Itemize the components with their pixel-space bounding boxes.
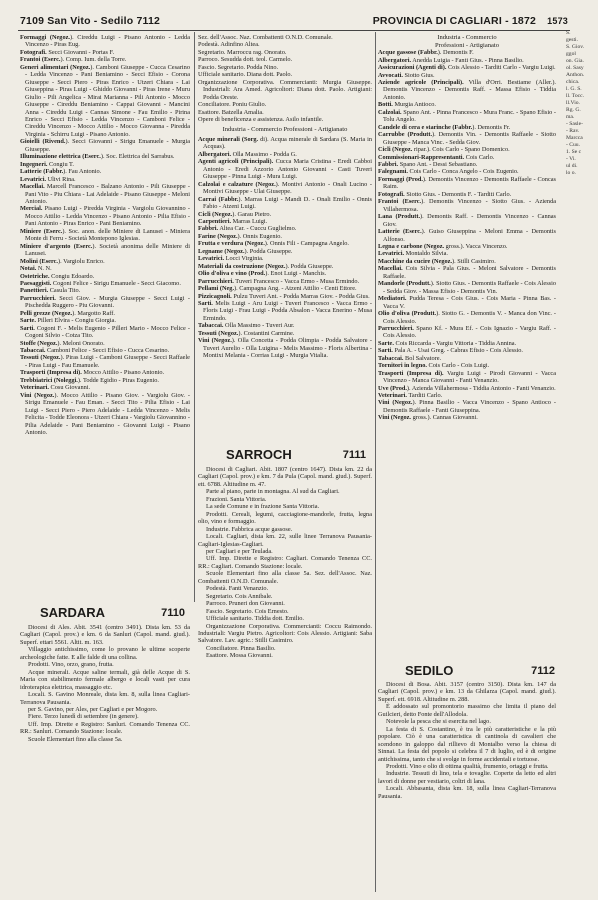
sedilo-paragraph: Industrie. Tessuti di lino, tela e tovaglie. Coperte da letto ed altri lavori di donne per vestiario, coltri di lana. — [378, 770, 556, 785]
edge-fragment: ggol — [566, 51, 576, 57]
directory-entry: Sarti. Pala A. - Usai Greg. - Cabras Efisio - Cois Alessio. — [378, 347, 523, 355]
entry-category: Illuminazione elettrica (Eserc. — [20, 153, 101, 161]
entry-category: Materiali da costruzione (Negoz. — [198, 262, 286, 270]
sardara-paragraph: Villaggio antichissimo, come lo provano le ultime scoperte archeologiche fatte. E alle falde di una collina. — [20, 646, 190, 661]
sardara-paragraph: per S. Gavino, per Ales, per Cagliari e per Mogoro. — [28, 705, 158, 713]
entry-category: Tabaccai. — [20, 347, 46, 355]
entry-category: Vini (Negoz. — [20, 391, 55, 399]
entry-category: Farine (Negoz. — [198, 232, 238, 240]
entry-category: Generi alimentari (Negoz. — [20, 63, 91, 71]
directory-entry: Fabbri. Spano Ant. - Dessi Sebastiano. — [378, 160, 478, 168]
sarroch-heading — [226, 447, 366, 462]
directory-entry: Conciliatore. Poniu Giulio. — [198, 101, 267, 109]
entry-category: Tabaccai. — [198, 322, 224, 330]
entry-category: Legname (Negoz. — [198, 247, 245, 255]
directory-entry: Trasporti (Impresa di). Vargiu Luigi - Pirodi Giovanni - Vacca Vincenzo - Manca Giovanni - Fanti Venanzio. — [378, 369, 556, 385]
directory-entry: Opere di beneficenza e assistenza. Asilo infantile. — [198, 115, 324, 123]
directory-entry: Panettieri. Casula Tito. — [20, 287, 81, 295]
column-2-listing — [198, 34, 372, 454]
sedilo-paragraph: La festa di S. Costantino, è tra le più caratteristiche e la più popolare. Ciò è una caratteristica di cantinola di cavalieri che scendono in galoppo dal rillievo di Montalbo verso la chiesa di Sinnai. La festa del popolo si celebra il 7 di luglio, ed è di origine antichissima, tanto che si svolge in forme accidentali e tortuose. — [378, 725, 556, 763]
entry-category: Sarti. — [378, 347, 393, 355]
sarroch-paragraph: Prodotti. Cereali, legumi, cacciagione-mandorle, frutta, legna olio, vino e formaggio. — [198, 510, 372, 526]
directory-entry: Vini (Negoz. gross.). Cannas Giovanni. — [378, 414, 478, 422]
edge-fragment: 1. Se c — [566, 149, 582, 155]
entry-category: Frutta e verdura (Negoz. — [198, 240, 265, 248]
entry-category: Vini (Negoz. — [378, 399, 413, 407]
entry-category: Uve (Prod. — [378, 384, 407, 392]
directory-entry: Segretario. Marroccu rag. Onorato. — [198, 48, 287, 56]
edge-fragment: ll. Tocc. — [566, 93, 584, 99]
sarroch-text — [198, 466, 372, 896]
sarroch-paragraph: La sede Comune e in frazione Santa Vittoria. — [206, 503, 320, 511]
sardara-paragraph: Scuole Elementari fino alla classe 5a. — [28, 735, 123, 743]
edge-fragment: - Cuu. — [566, 142, 580, 148]
entry-category: Macellai. — [20, 183, 45, 191]
col2-section-title: Industria - Commercio Professioni - Artigianato — [222, 126, 348, 134]
directory-entry: Parrucchieri. Tuveri Francesco - Vacca Ermo - Musa Ermindo. — [198, 277, 360, 285]
directory-entry: Vini (Negoz.). Mocco Attilio - Pisano Giov. - Vargiolu Giov. - Sirigu Emanuele - Fau Eman. - Secci Tito - Pilia Efisio - Lai Luigi - Secci Piero - Piero Adelaide - Ledda Vincenzo - Melis Felicita - Todde Eleonora - Utzeri Chiara - Vargiolu Giovannino - Pilia Adelaide - Pani Beniamino - Giovanni Luigi - Pisano Antonio. — [20, 391, 190, 437]
sardara-paragraph: Fiere. Terzo lunedì di settembre (in genere). — [28, 713, 139, 721]
directory-entry: Sarti. Melis Luigi - Aru Luigi - Tuveri Francesco - Vacca Ermo - Floris Luigi - Frau Luigi - Podda Absalon - Vacca Enerino - Musa Ermindo. — [198, 300, 372, 322]
directory-entry: Generi alimentari (Negoz.). Camboni Giuseppe - Cucca Cesarino - Ledda Vincenzo - Pani Beniamino - Secci Efisio - Corona Giuseppe - Secci Piero - Piras Enrico - Utzeri Chiara - Lai Giuseppina - Piras Luigi - Ghiddo Giovanni - Piras Irene - Muru Giulio - Pili Angelica - Mirai Marianna - Pili Antonio - Mocco Giuseppe - Cireddu Beniamino - Cappai Giovanni - Mancini Anna - Cireddu Luigi - Cannas Simone - Fau Emilio - Pirina Enrico - Secci Efisio - Ledda Vincenzo - Camboni Felice - Cireddu Vincenzo - Mocco Attilio - Mocco Giovanna - Piredda Virginia - Schirru Luigi - Pisano Antonio. — [20, 63, 190, 138]
directory-entry: Podestà. Adinfino Altea. — [198, 41, 260, 49]
directory-entry: Commissionari-Rappresentanti. Cois Carlo. — [378, 153, 495, 161]
entry-category: Pellami (Neg. — [198, 285, 235, 293]
column-divider-2 — [375, 32, 376, 892]
col3-section-title: Industria - Commercio — [437, 34, 497, 41]
edge-fragment: - Vi. — [566, 156, 576, 162]
directory-entry: Esattore. Batzella Amalia. — [198, 108, 264, 116]
directory-entry: Trasporti (Impresa di). Mocco Attilio - Pisano Antonio. — [20, 369, 165, 377]
sedilo-code: 7112 — [531, 664, 555, 677]
entry-category: Latterie (Fabbr. — [20, 168, 64, 176]
sarroch-paragraph: Frazioni. Santa Vittoria. — [206, 495, 267, 503]
entry-category: Tessuti (Negoz. — [198, 329, 239, 337]
sarroch-businesses — [378, 49, 556, 422]
sarroch-paragraph: Scuole Elementari fino alla classe 5a. Sez. dell'Assoc. Naz. Combattenti O.N.D. Comunale. — [198, 570, 372, 585]
directory-entry: Paesaggisti. Cogoni Felice - Sirigu Emanuele - Secci Giacomo. — [20, 279, 181, 287]
directory-entry: Molini (Eserc.). Vargiolu Enrico. — [20, 257, 105, 265]
sardara-code: 7110 — [161, 606, 185, 619]
edge-fragment: ul di. — [566, 163, 578, 169]
directory-entry: Latterie (Fabbr.). Fau Antonio. — [20, 168, 102, 176]
entry-category: Calzolai. — [378, 108, 402, 116]
entry-category: Veterinari. — [378, 392, 407, 400]
directory-entry: Legna e carbone (Negoz. gross.). Vacca Vincenzo. — [378, 242, 508, 250]
entry-category: Panettieri. — [20, 287, 49, 295]
directory-entry: Olio d'oliva e vino (Prod.). Enot Luigi - Manchis. — [198, 270, 327, 278]
entry-category: Agenti agricoli (Principali). — [198, 158, 274, 166]
directory-entry: Aziende agricole (Principali). Villa d'Orri. Bestiame (Aller.). Demontis Vincenzo - Demontis Raff. - Massa Efisio - Tiddia Antonio. — [378, 79, 556, 101]
entry-category: Parrucchieri. — [198, 277, 234, 285]
directory-entry: Vini (Negoz.). Pinna Basilio - Vacca Vincenzo - Spano Antioco - Demontis Raffaele - Fanti Giuseppina. — [378, 399, 556, 414]
sardara-businesses — [198, 136, 372, 360]
directory-entry: Acque gassose (Fabbr.). Demontis F. — [378, 49, 474, 57]
directory-entry: Macellai. Cois Silvia - Pala Gius. - Meloni Salvatore - Demontis Raffaele. — [378, 265, 556, 280]
entry-category: Legna e carbone (Negoz. — [378, 242, 445, 250]
entry-category: Mandorle (Produtt. — [378, 280, 431, 288]
edge-fragment: on. Gia. — [566, 58, 584, 64]
sardara-paragraph: Acque minerali. Acque saline termali, già delle Acque di S. Maria con stabilimento fermale albergo e locali vasti per cura idroterapica elettrica, massaggio etc. — [20, 668, 190, 691]
entry-category: Cicli (Negoz. — [378, 146, 413, 154]
directory-entry: Candele di cera e starinche (Fabbr.). Demontis Fr. — [378, 123, 511, 131]
sardara-officials — [198, 34, 372, 123]
directory-entry: Tessuti (Negoz.). Costantini Carmine. — [198, 329, 295, 337]
entry-category: Candele di cera e starinche (Fabbr. — [378, 123, 473, 131]
directory-entry: Tabaccai. Camboni Felice - Secci Efisio - Cucca Cesarino. — [20, 347, 170, 355]
directory-entry: Calzolai. Spano Ant. - Pinna Francesco - Mura Franc. - Spano Efisio - Tolu Angelo. — [378, 108, 556, 124]
column-1-listing — [20, 34, 190, 599]
directory-entry: Agenti agricoli (Principali). Cucca Maria Cristina - Eredi Cabboi Antonio - Eredi Azzorio Antonio Giovanni - Casti Tuveri Giuseppe - Pinna Luigi - Mura Luigi. — [198, 158, 372, 181]
sarroch-paragraph: Conciliatore. Pinna Basilio. — [206, 644, 276, 652]
entry-category: Trasporti (Impresa di). — [20, 369, 82, 377]
entry-category: Ingegneri. — [20, 160, 48, 168]
entry-category: Vini (Negoz. — [198, 337, 232, 345]
entry-category: Tabaccai. — [378, 354, 404, 362]
entry-category: Trebbiatrici (Noleggi. — [20, 376, 78, 384]
directory-entry: Frantoi (Eserc.). Demontis Vincenzo - Siotto Gius. - Azienda Villahermosa. — [378, 198, 556, 213]
col3-section-title: Professioni - Artigianato — [435, 41, 499, 49]
entry-category: Parrucchieri. — [20, 294, 56, 302]
sedilo-heading — [405, 663, 555, 678]
directory-entry: Pellami (Neg.). Campagna Ang. - Atzeni Attilio - Centi Ettore. — [198, 285, 357, 293]
sedilo-text — [378, 681, 556, 896]
page-header — [20, 14, 568, 28]
entry-category: Cicli (Negoz. — [198, 210, 233, 218]
directory-entry: Parrucchieri. Spano Kf. - Mura Ef. - Cois Ignazio - Vargiu Raff. - Cois Alessio. — [378, 324, 556, 340]
sarroch-paragraph: Organizzazione Corporativa. Commercianti: Coccu Raimondo. Industriali: Vargiu Pietro. Agricoltori: Cois Alessio. Artigiani: Saba Salvatore. Lav. agric.: Stilli Casimiro. — [198, 622, 372, 645]
directory-entry: Organizzazione Corporativa. Commercianti: Murgia Giuseppe. Industriali: Ara Amed. Agricoltori: Diana dott. Paolo. Artigiani: Podda Oreste. — [198, 78, 372, 101]
directory-entry: Acque minerali (Sorg. di). Acqua minerale di Sardara (S. Maria in Acquas). — [198, 136, 372, 151]
edge-fragment: Marcca — [566, 135, 583, 141]
entry-category: Molini (Eserc. — [20, 257, 59, 265]
directory-entry: Miniere (Eserc.). Soc. anon. delle Miniere di Lanusei - Miniera Monte di Ferru - Società Montepono Iglesias. — [20, 227, 190, 243]
directory-entry: Formaggi (Prod.). Demontis Vincenzo - Demontis Raffaele - Concas Raim. — [378, 175, 556, 191]
directory-entry: Carrai (Fabbr.). Marras Luigi - Mandi D. - Onali Emilio - Onnis Fabio - Atzeni Luigi. — [198, 195, 372, 211]
sedilo-paragraph: Diocesi di Bosa. Abit. 3157 (centro 3150). Dista km. 147 da Cagliari (Capol. prov.) e km. 13 da Ghilarza (Capol. mand. giud.). Superf. ett. 6918. Altitudine m. 288. — [378, 681, 556, 703]
sardara-paragraph: Prodotti. Vino, orzo, grano, frutta. — [28, 661, 114, 669]
adjacent-page-edge — [566, 30, 598, 210]
entry-category: Lana (Produtt. — [378, 213, 421, 221]
entry-category: Tornitori in legno. — [378, 362, 427, 370]
directory-entry: Fotografi. Siotto Gius. - Demontis F. - Tarditi Carlo. — [378, 190, 512, 198]
directory-entry: Mandorle (Produtt.). Siotto Gius. - Demontis Raffaele - Cois Alessio - Sedda Giov. - Massa Efisio - Demontis Vin. — [378, 280, 556, 295]
entry-category: Veterinari. — [20, 384, 49, 392]
directory-entry: Sez. dell'Assoc. Naz. Combattenti O.N.D. Comunale. — [198, 34, 333, 41]
directory-entry: Frutta e verdura (Negoz.). Onnis Fili - Campagna Angelo. — [198, 240, 349, 248]
directory-entry: Notai. N. N. — [20, 265, 52, 273]
entry-category: Fotografi. — [378, 190, 405, 198]
header-rule — [18, 30, 570, 31]
column-divider-1 — [194, 32, 195, 602]
entry-category: Sarte. — [378, 339, 394, 347]
sardara-paragraph: Locali. S. Gavino Monreale, dista km. 8, sulla linea Cagliari-Terranova Pausania. — [20, 691, 190, 706]
entry-category: Gioielli (Rivend. — [20, 138, 66, 146]
entry-category: Levatrici. — [198, 255, 225, 263]
directory-entry: Sarte. Pilleri Elvira - Congiu Giorgia. — [20, 317, 116, 325]
sarroch-name: SARROCH — [226, 447, 292, 462]
entry-category: Parrucchieri. — [378, 324, 414, 332]
column-3-listing — [378, 34, 556, 664]
edge-fragment: - Rav. — [566, 128, 580, 134]
entry-category: Miniere (Eserc. — [20, 227, 63, 235]
sarroch-paragraph: Parte al piano, parte in montagna. Al sud da Cagliari. — [206, 488, 340, 496]
entry-category: Falegnami. — [378, 168, 408, 176]
directory-entry: Macellai. Marcell Francesco - Balzano Antonio - Pili Giuseppe - Pani Vito - Piu Chiara - Lai Adelaide - Pisano Giuseppe - Meloni Antonio. — [20, 183, 190, 205]
directory-entry: Fascio. Segretario. Podda Nino. — [198, 63, 279, 71]
directory-entry: Levatrici. Ulivi Rina. — [20, 175, 76, 183]
entry-category: Fabbri. — [378, 160, 399, 168]
edge-fragment: S. Giov. — [566, 44, 585, 50]
header-corner: 1573 — [547, 16, 568, 26]
sardara-text — [20, 624, 190, 894]
directory-entry: Mediatori. Pudda Teresa - Cois Gius. - Cois Maria - Pinna Bas. - Vacca V. — [378, 295, 556, 310]
sarroch-paragraph: Locali. Cagliari, dista km. 22, sulle linee Terranova Pausania-Cagliari-Iglesias-Cagliari. — [198, 533, 372, 548]
directory-entry: Assicurazioni (Agenti di). Cois Alessio - Tarditi Carlo - Vargiu Luigi. — [378, 64, 556, 72]
directory-entry: Vini (Negoz.). Olla Concetta - Podda Olimpia - Podda Salvatore - Tuveri Aurelio - Olla Luigina - Melis Massimo - Floris Albertina - Montixi Melania - Corrias Luigi - Murgia Vitalia. — [198, 337, 372, 360]
directory-entry: Sarti. Cogoni F. - Melis Eugenio - Pilleri Mario - Mocco Felice - Cogoni Silvio - Cotza Tito. — [20, 324, 190, 340]
sarroch-paragraph: per Cagliari e per Teulada. — [206, 547, 273, 555]
sarroch-code: 7111 — [342, 448, 366, 461]
edge-fragment: gesti. — [566, 37, 578, 43]
entry-category: Macellai. — [378, 265, 403, 273]
directory-entry: Albergatori. Anedda Luigia - Fanti Gius. - Pinna Basilio. — [378, 56, 524, 64]
entry-category: Carrai (Fabbr. — [198, 195, 239, 203]
entry-category: Carpentieri. — [198, 218, 232, 226]
sarroch-paragraph: Podestà. Fanti Venanzio. — [206, 585, 269, 593]
edge-fragment: l. G. S. — [566, 86, 582, 92]
entry-category: Paesaggisti. — [20, 279, 52, 287]
directory-entry: Ingegneri. Congiu T. — [20, 160, 74, 168]
sarroch-paragraph: Fascio. Segretario. Cois Ernesto. — [206, 607, 289, 615]
sarroch-section-title — [378, 34, 556, 49]
directory-entry: Gioielli (Rivend.). Secci Giovanni - Sirigu Emanuele - Murgia Giuseppe. — [20, 138, 190, 153]
sarroch-paragraph: Esattore. Mossa Giovanni. — [206, 652, 273, 660]
edge-fragment: S. — [566, 30, 571, 36]
entry-category: Frantoi (Eserc. — [378, 198, 422, 206]
entry-category: Stoffe (Negoz. — [20, 339, 58, 347]
directory-entry: Tessuti (Negoz.). Piras Luigi - Camboni Giuseppe - Secci Raffaele - Piras Luigi - Fau Emanuele. — [20, 354, 190, 369]
entry-category: Tessuti (Negoz. — [20, 354, 61, 362]
edge-fragment: ll.Vio. — [566, 100, 580, 106]
directory-entry: Trebbiatrici (Noleggi.). Todde Egidio - Piras Eugenio. — [20, 376, 159, 384]
entry-category: Olio d'oliva e vino (Prod. — [198, 270, 266, 278]
entry-category: Sarti. — [198, 300, 213, 307]
entry-category: Latterie (Eserc. — [378, 228, 422, 236]
entry-category: Commissionari-Rappresentanti. — [378, 153, 465, 161]
entry-category: Levatrici. — [378, 250, 405, 258]
sedilo-paragraph: Prodotti. Vino e olio di ottima qualità, frumento, ortaggi e frutta. — [386, 762, 549, 770]
header-province: PROVINCIA DI CAGLIARI - 1872 — [372, 15, 537, 27]
entry-category: Aziende agricole (Principali). — [378, 79, 464, 86]
directory-entry: Cicli (Negoz. ripar.). Cois Carlo - Spano Domenico. — [378, 146, 510, 154]
directory-entry: Veterinari. Cosu Giovanni. — [20, 384, 91, 392]
entry-category: Botti. — [378, 101, 393, 109]
sardara-paragraph: Uff. Imp. Dirette e Registro: Sanluri. Comando Tenenza CC. RR.: Sanluri. Comando Stazione: locale. — [20, 720, 190, 736]
entry-category: Calzolai e calzature (Negoz. — [198, 180, 276, 188]
entry-category: Fabbri. — [198, 225, 219, 233]
directory-entry: Ufficiale sanitario. Diana dott. Paolo. — [198, 71, 293, 79]
sardara-heading — [40, 605, 185, 620]
sedilo-name: SEDILO — [405, 663, 454, 678]
directory-entry: Ostetriche. Congiu Edoardo. — [20, 272, 95, 280]
entry-category: Albergatori. — [198, 150, 232, 158]
directory-entry: Pizzicagnoli. Pulzu Tuveri Ant. - Podda Marras Giov. - Podda Gius. — [198, 292, 370, 300]
directory-entry: Tabaccai. Bol Salvatore. — [378, 354, 442, 362]
sarroch-paragraph: Ufficiale sanitario. Tiddia dott. Emilio. — [206, 615, 305, 623]
edge-fragment: chica. — [566, 79, 580, 85]
sarroch-paragraph: Uff. Imp. Dirette e Registro: Cagliari. Comando Tenenza CC. RR.: Cagliari. Comando Stazione: locale. — [198, 555, 372, 570]
entry-category: Levatrici. — [20, 175, 47, 183]
directory-entry: Carrubbe (Produtt.). Demontis Vin. - Demontis Raffaele - Siotto Giuseppe - Manca Vinc. - Sedda Giov. — [378, 131, 556, 146]
directory-entry: Formaggi (Negoz.). Cireddu Luigi - Pisano Antonio - Ledda Vincenzo - Piras Eug. — [20, 34, 190, 49]
sarroch-paragraph: Industrie. Fabbrica acque gassose. — [206, 525, 293, 533]
sardara-name: SARDARA — [40, 605, 105, 620]
sedilo-paragraph: Notevole la pesca che si esercita nel lago. — [386, 718, 491, 726]
entry-category: Trasporti (Impresa di). — [378, 369, 444, 377]
entry-category: Sarti. — [20, 324, 35, 332]
directory-entry: Veterinari. Tarditi Carlo. — [378, 392, 443, 400]
directory-entry: Sarte. Cois Riccarda - Vargiu Vittoria - Tiddia Annina. — [378, 339, 517, 347]
edge-fragment: - Sasle- — [566, 121, 583, 127]
sedilo-paragraph: È addossato sul promontorio massimo che limita il piano del Guilcieri, detto Fonte dell'Allodola. — [378, 703, 556, 718]
entry-category: Miniere d'argento (Eserc. — [20, 242, 93, 250]
directory-entry: Miniere d'argento (Eserc.). Società anonima delle Miniere di Lanusei. — [20, 242, 190, 258]
directory-entry: Tornitori in legno. Cois Carlo - Cois Luigi. — [378, 362, 490, 370]
entry-category: Formaggi (Prod. — [378, 175, 423, 183]
directory-entry: Olio d'oliva (Produtt.). Siotto G. - Demontis V. - Manca don Vinc. - Cois Alessio. — [378, 310, 556, 325]
directory-entry: Parrucchieri. Secci Giov. - Murgia Giuseppe - Secci Luigi - Pischedda Ruggero - Piu Giovanni. — [20, 294, 190, 310]
entry-category: Acque minerali (Sorg. — [198, 136, 259, 144]
entry-category: Albergatori. — [378, 56, 412, 64]
entry-category: Sarte. — [20, 317, 36, 325]
entry-category: Macchine da cucire (Negoz. — [378, 257, 453, 265]
sarroch-paragraph: Diocesi di Cagliari. Abit. 1807 (centro 1647). Dista km. 22 da Cagliari (Capol. prov.) e km. 7 da Pula (Capol. mand. giud.). Superf. ett. 6788. Altitudine m. 47. — [198, 466, 372, 488]
directory-entry: Carpentieri. Marras Luigi. — [198, 218, 268, 226]
directory-entry: Falegnami. Cois Carlo - Conca Angelo - Cois Eugenio. — [378, 168, 519, 176]
directory-entry: Uve (Prod.). Azienda Villahermosa - Tiddia Antonio - Fanti Venanzio. — [378, 384, 556, 392]
directory-entry: Lana (Produtt.). Demontis Raff. - Demontis Vincenzo - Cannas Giov. — [378, 213, 556, 228]
entry-category: Vini (Negoz. — [378, 414, 411, 422]
header-left: 7109 San Vito - Sedilo 7112 — [20, 15, 161, 27]
directory-entry: Levatrici. Montaldo Silvia. — [378, 250, 448, 258]
edge-fragment: lo o. — [566, 170, 576, 176]
edge-fragment: Anthon. — [566, 72, 585, 78]
directory-entry: Fotografi. Secci Giovanni - Portas F. — [20, 48, 115, 56]
entry-category: Fotografi. — [20, 48, 47, 56]
entry-category: Ostetriche. — [20, 272, 50, 280]
directory-entry: Illuminazione elettrica (Eserc.). Soc. Elettrica del Sarrabus. — [20, 153, 175, 161]
entry-category: Notai. — [20, 265, 37, 273]
directory-entry: Avvocati. Siotto Gius. — [378, 71, 435, 79]
entry-category: Frantoi (Eserc. — [20, 56, 61, 64]
directory-entry: Legname (Negoz.). Podda Giuseppe. — [198, 247, 293, 255]
entry-category: Mercial. — [20, 205, 43, 213]
directory-entry: Materiali da costruzione (Negoz.). Podda Giuseppe. — [198, 262, 334, 270]
directory-entry: Botti. Murgia Antioco. — [378, 101, 436, 109]
directory-entry: Mercial. Pisano Luigi - Piredda Virginia - Vargiolu Giovannino - Mocco Attilio - Ledda Vincenzo - Pisano Antonio - Pilia Efisio - Pani Antonio - Piras Enrico - Pani Beniamino. — [20, 205, 190, 228]
edge-fragment: Rg. G. — [566, 107, 581, 113]
sarroch-paragraph: Segretario. Cois Annibale. — [206, 592, 273, 600]
header-right — [373, 15, 568, 27]
directory-entry: Latterie (Eserc.). Guiso Giuseppina - Meloni Emma - Demontis Alfonso. — [378, 228, 556, 243]
directory-entry: Tabaccai. Olla Massimo - Tuveri Aur. — [198, 322, 295, 330]
directory-entry: Levatrici. Locci Virginia. — [198, 255, 264, 263]
directory-entry: Macchine da cucire (Negoz.). Stilli Casimiro. — [378, 257, 496, 265]
entry-category: Acque gassose (Fabbr. — [378, 49, 438, 57]
entry-category: Olio d'oliva (Produtt. — [378, 310, 437, 318]
directory-entry: Farine (Negoz.). Onnis Eugenio. — [198, 232, 282, 240]
directory-entry: Frantoi (Eserc.). Comp. Ium. della Torre. — [20, 56, 127, 64]
entry-category: Carrubbe (Produtt. — [378, 131, 433, 139]
entry-category: Pizzicagnoli. — [198, 292, 232, 300]
directory-entry: Stoffe (Negoz.). Meloni Onorato. — [20, 339, 105, 347]
directory-entry: Cicli (Negoz.). Garau Pietro. — [198, 210, 272, 218]
directory-entry: Calzolai e calzature (Negoz.). Montivi Antonio - Onali Lucino - Montivi Giuseppe - Ulai Giuseppe. — [198, 180, 372, 196]
directory-entry: Albergatori. Olla Massimo - Podda G. — [198, 150, 297, 158]
entry-category: Pelli grezze (Negoz. — [20, 309, 73, 317]
entry-category: Mediatori. — [378, 295, 407, 303]
sarroch-paragraph: Parroco. Pruneri don Giovanni. — [206, 600, 285, 608]
entry-category: Assicurazioni (Agenti di). — [378, 64, 447, 72]
edge-fragment: ol. Sasy — [566, 65, 584, 71]
directory-entry: Fabbri. Altea Car. - Cuccu Guglielmo. — [198, 225, 297, 233]
entry-category: Formaggi (Negoz. — [20, 34, 70, 41]
sedilo-paragraph: Locali. Abbasanta, dista km. 18, sulla linea Cagliari-Terranova Pausania. — [378, 785, 556, 800]
directory-entry: Parroco. Sesudda dott. teol. Carmelo. — [198, 56, 293, 64]
directory-entry: Pelli grezze (Negoz.). Margotto Raff. — [20, 309, 115, 317]
sardara-paragraph: Diocesi di Ales. Abit. 3541 (centro 3491). Dista km. 53 da Cagliari (Capol. prov.) e km. 6 da Sanluri (Capol. mand. giud.). Superf. ettari 5561. Altit. m. 163. — [20, 624, 190, 646]
entry-category: Avvocati. — [378, 71, 403, 79]
edge-fragment: ma. — [566, 114, 575, 120]
